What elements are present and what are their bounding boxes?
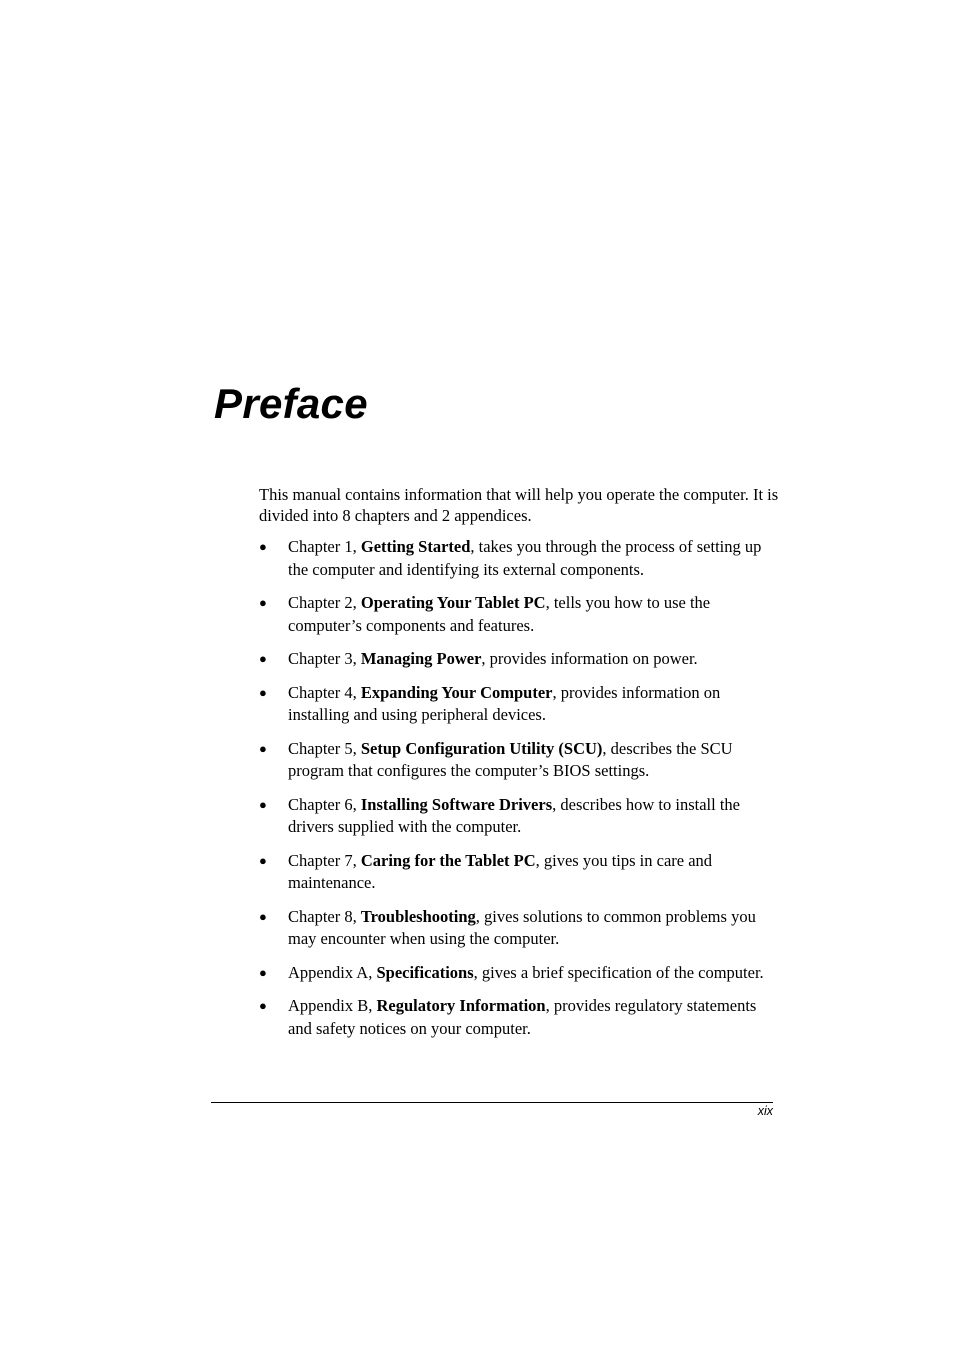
- item-prefix: Appendix B,: [288, 996, 377, 1015]
- item-prefix: Chapter 6,: [288, 794, 361, 814]
- bullet-icon: ●: [259, 539, 267, 554]
- footer-divider: [211, 1102, 773, 1103]
- item-title: Expanding Your Computer: [360, 682, 553, 702]
- item-title: Getting Started: [360, 537, 471, 556]
- bullet-icon: ●: [259, 595, 267, 610]
- item-prefix: Chapter 2,: [288, 593, 361, 612]
- item-description: , provides information on power.: [481, 649, 698, 668]
- list-item: [259, 536, 779, 581]
- item-title: Operating Your Tablet PC: [360, 593, 546, 612]
- item-title: Caring for the Tablet PC: [360, 850, 536, 870]
- item-prefix: Chapter 4,: [288, 682, 361, 702]
- list-item: [259, 682, 779, 727]
- list-item: [259, 648, 779, 671]
- list-item: [259, 906, 779, 951]
- item-description: , gives a brief specification of the computer.: [473, 962, 764, 982]
- bullet-icon: ●: [259, 908, 267, 924]
- item-title: Specifications: [376, 962, 474, 982]
- item-description: , gives you tips in care and maintenance.: [288, 850, 713, 892]
- item-description: , tells you how to use the computer’s components and features.: [288, 593, 711, 635]
- intro-paragraph: This manual contains information that will help you operate the computer. It is divided into 8 chapters and 2 appendices.: [259, 485, 779, 525]
- item-title: Setup Configuration Utility (SCU): [360, 738, 603, 758]
- chapter-list: [259, 536, 779, 1051]
- list-item: [259, 962, 779, 985]
- item-description: , gives solutions to common problems you may encounter when using the computer.: [288, 906, 756, 948]
- item-description: , provides information on installing and using peripheral devices.: [288, 682, 721, 724]
- bullet-icon: ●: [259, 740, 267, 756]
- item-description: , describes the SCU program that configures the computer’s BIOS settings.: [288, 738, 733, 780]
- item-prefix: Chapter 1,: [288, 537, 361, 556]
- item-prefix: Chapter 7,: [288, 850, 361, 870]
- list-item: [259, 794, 779, 839]
- item-description: , provides regulatory statements and safety notices on your computer.: [288, 996, 757, 1038]
- item-prefix: Chapter 5,: [288, 738, 361, 758]
- item-prefix: Chapter 8,: [288, 906, 361, 926]
- list-item: [259, 592, 779, 637]
- item-prefix: Chapter 3,: [288, 649, 361, 668]
- page-title: Preface: [214, 380, 368, 427]
- item-description: , takes you through the process of setting up the computer and identifying its external components.: [288, 537, 762, 579]
- item-prefix: Appendix A,: [288, 962, 377, 982]
- item-title: Installing Software Drivers: [360, 794, 553, 814]
- item-title: Troubleshooting: [360, 906, 476, 926]
- page-number: xix: [757, 1104, 773, 1118]
- bullet-icon: ●: [259, 852, 267, 868]
- list-item: [259, 850, 779, 895]
- item-title: Regulatory Information: [376, 996, 546, 1015]
- list-item: [259, 995, 779, 1040]
- bullet-icon: ●: [259, 998, 267, 1013]
- bullet-icon: ●: [259, 796, 267, 812]
- item-title: Managing Power: [360, 649, 482, 668]
- list-item: [259, 738, 779, 783]
- bullet-icon: ●: [259, 964, 267, 980]
- bullet-icon: ●: [259, 684, 267, 700]
- item-description: , describes how to install the drivers supplied with the computer.: [288, 794, 741, 836]
- bullet-icon: ●: [259, 651, 267, 666]
